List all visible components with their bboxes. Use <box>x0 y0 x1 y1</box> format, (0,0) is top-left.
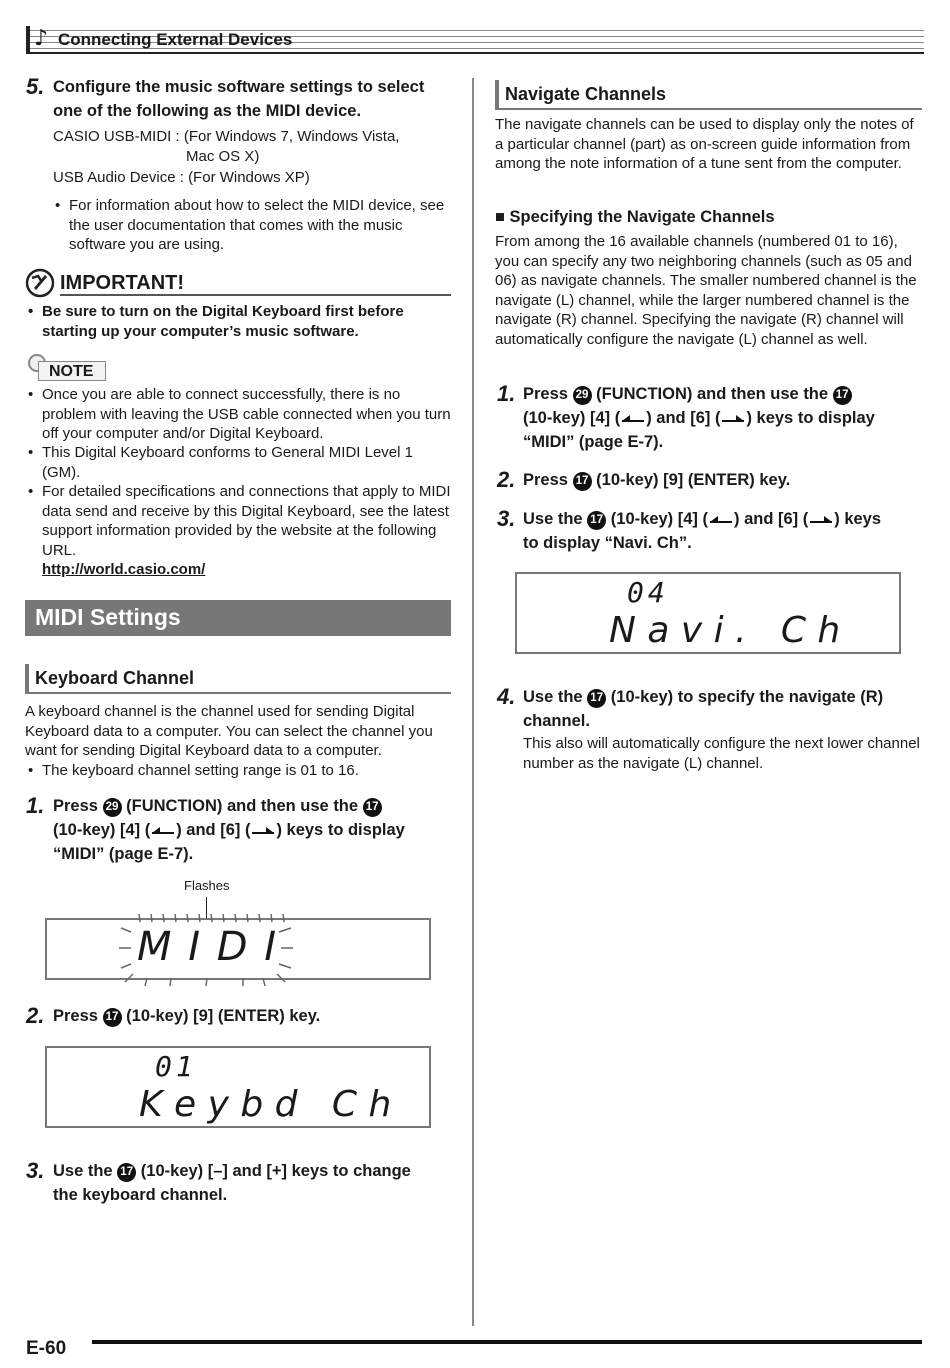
step-text-part: Press <box>523 471 568 489</box>
device-line: Mac OS X) <box>186 148 260 165</box>
button-17-icon: 17 <box>117 1163 136 1182</box>
button-17-icon: 17 <box>103 1008 122 1027</box>
right-arrow-icon <box>808 508 834 520</box>
step-text-part: Use the <box>523 688 583 706</box>
important-rule <box>60 294 451 296</box>
button-29-icon: 29 <box>103 798 122 817</box>
left-arrow-icon <box>150 819 176 831</box>
step-text <box>53 1159 463 1207</box>
button-17-icon: 17 <box>587 689 606 708</box>
step-text-part: (10-key) [4] ( <box>53 821 151 839</box>
keyboard-channel-range: • The keyboard channel setting range is 01 to 16. <box>26 761 451 781</box>
header-bar <box>26 26 30 54</box>
step-text-part: ) and [6] ( <box>734 510 809 528</box>
step-text-part: ) keys to display <box>746 409 875 427</box>
note-badge <box>38 361 106 381</box>
step-text <box>523 685 933 733</box>
step-text-part: (10-key) [9] (ENTER) key. <box>596 471 791 489</box>
step-text <box>523 382 933 454</box>
casio-url-link[interactable]: http://world.casio.com/ <box>42 561 206 578</box>
footer-rule <box>92 1340 922 1344</box>
step-text-part: (10-key) [9] (ENTER) key. <box>126 1007 321 1025</box>
note-bullet: • For detailed specifications and connections that apply to MIDI data send and receive by this Digital Keyboard, see the latest support information provided by the website at the following URL. <box>26 482 451 560</box>
button-17-icon: 17 <box>833 386 852 405</box>
step-number: 5. <box>26 74 45 99</box>
specifying-body: From among the 16 available channels (numbered 01 to 16), you can specify any two neighboring channels (such as 05 and 06) as navigate channels. The smaller numbered channel is the navigate (L) channel, while the larger numbered channel is the navigate (R) channel. Specifying the navigate (R) channel will automatically configure the navigate (L) channel as well. <box>495 233 917 348</box>
step-text-part: (10-key) [4] ( <box>610 510 708 528</box>
button-17-icon: 17 <box>363 798 382 817</box>
device-line: USB Audio Device : (For Windows XP) <box>53 169 310 186</box>
navigate-channels-title: Navigate Channels <box>505 84 667 104</box>
flashes-label: Flashes <box>184 878 230 893</box>
keyboard-channel-heading <box>25 664 451 694</box>
step-text-part: Press <box>53 797 98 815</box>
step-text-part: Press <box>53 1007 98 1025</box>
right-arrow-icon <box>250 819 276 831</box>
right-arrow-icon <box>720 407 746 419</box>
step-text <box>53 794 463 866</box>
button-29-icon: 29 <box>573 386 592 405</box>
left-arrow-icon <box>620 407 646 419</box>
midi-settings-banner <box>25 600 451 636</box>
important-icon <box>25 268 55 298</box>
keyboard-channel-title: Keyboard Channel <box>35 668 195 688</box>
step-text-part: to display “Navi. Ch”. <box>523 534 692 552</box>
navigate-intro: The navigate channels can be used to display only the notes of a particular channel (part) as on-screen guide information from among the note information of a tune sent from the computer. <box>495 116 914 172</box>
midi-settings-title: MIDI Settings <box>35 604 181 630</box>
lcd-display-keybd <box>45 1046 431 1128</box>
music-note-icon: ♪ <box>34 26 49 51</box>
step-body: This also will automatically configure the next lower channel number as the navigate (L) channel. <box>523 735 920 772</box>
step-text <box>523 507 933 555</box>
important-label: IMPORTANT! <box>60 272 185 294</box>
section-title: Connecting External Devices <box>58 30 293 49</box>
device-line: CASIO USB-MIDI : (For Windows 7, Windows Vista, <box>53 128 400 145</box>
button-17-icon: 17 <box>573 472 592 491</box>
step-text-part: (10-key) [–] and [+] keys to change <box>140 1162 411 1180</box>
lcd-text: N a v i . C h <box>609 610 841 651</box>
step-number: 2. <box>497 467 516 492</box>
step-text-part: ) keys <box>834 510 882 528</box>
header-rule <box>26 52 924 54</box>
step-number: 3. <box>26 1158 45 1183</box>
step-text-part: channel. <box>523 712 590 730</box>
step-number: 3. <box>497 506 516 531</box>
bullet-text: • For information about how to select the MIDI device, see the user documentation that comes with the music software you are using. <box>53 196 453 255</box>
step-text-part: Use the <box>523 510 583 528</box>
specifying-heading: ■ Specifying the Navigate Channels <box>495 208 775 226</box>
note-bullet: • Once you are able to connect successfully, there is no problem with leaving the USB cable connected when you turn off your computer and/or Digital Keyboard. <box>26 385 451 444</box>
column-divider <box>472 78 474 1326</box>
step-text-part: ) and [6] ( <box>176 821 251 839</box>
navigate-channels-heading <box>495 80 922 110</box>
lcd-display-navi <box>515 572 901 654</box>
step-text-part: Press <box>523 385 568 403</box>
important-text: • Be sure to turn on the Digital Keyboard first before starting up your computer’s music software. <box>26 302 446 341</box>
step-text-part: (FUNCTION) and then use the <box>126 797 359 815</box>
note-label: NOTE <box>49 363 94 380</box>
step-text <box>523 468 933 492</box>
step-text-part: “MIDI” (page E-7). <box>523 433 664 451</box>
step-text-part: ) and [6] ( <box>646 409 721 427</box>
step-text: Configure the music software settings to select one of the following as the MIDI device. <box>53 78 425 120</box>
lcd-text: M I D I <box>137 924 279 970</box>
lcd-channel: 01 <box>155 1050 197 1083</box>
step-text-part: ) keys to display <box>276 821 405 839</box>
left-arrow-icon <box>708 508 734 520</box>
step-text <box>53 1004 463 1028</box>
step-text-part: “MIDI” (page E-7). <box>53 845 194 863</box>
note-bullet: • This Digital Keyboard conforms to General MIDI Level 1 (GM). <box>26 443 451 482</box>
step-number: 4. <box>497 684 516 709</box>
step-number: 1. <box>26 793 45 818</box>
button-17-icon: 17 <box>587 511 606 530</box>
lcd-display-midi <box>45 918 431 980</box>
lcd-channel: 04 <box>627 576 669 609</box>
step-text-part: (10-key) [4] ( <box>523 409 621 427</box>
step-text-part: the keyboard channel. <box>53 1186 228 1204</box>
page-number: E-60 <box>26 1338 67 1359</box>
step-text-part: (10-key) to specify the navigate (R) <box>610 688 884 706</box>
step-number: 2. <box>26 1003 45 1028</box>
step-text-part: Use the <box>53 1162 113 1180</box>
step-text-part: (FUNCTION) and then use the <box>596 385 829 403</box>
lcd-text: K e y b d C h <box>139 1084 392 1125</box>
keyboard-channel-intro: A keyboard channel is the channel used for sending Digital Keyboard data to a computer. You can select the channel you want for sending Digital Keyboard data to a computer. <box>25 703 433 759</box>
step-number: 1. <box>497 381 516 406</box>
